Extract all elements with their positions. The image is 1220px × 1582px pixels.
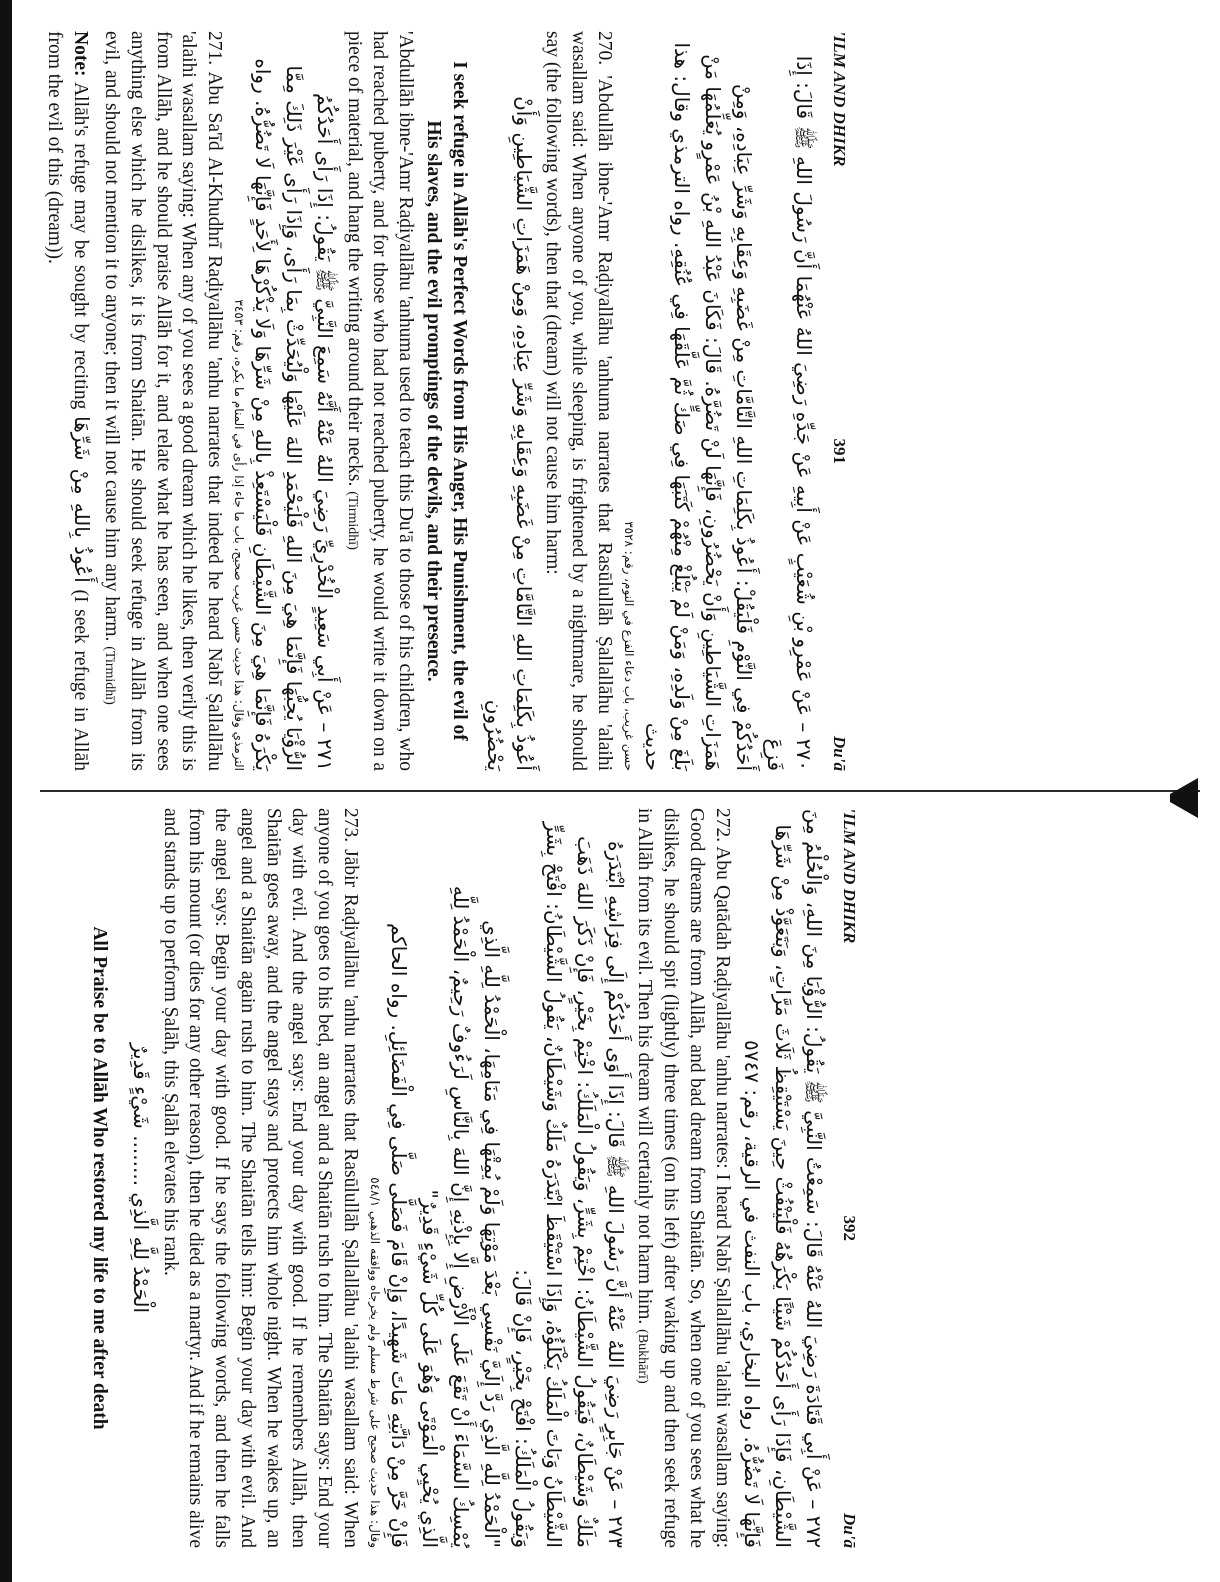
arabic-text: مَلَكٌ وَشَيْطَانٌ، فَيَقُولُ الشَّيْطَانُ: اخْتِمْ بِشَرٍّ، وَيَقُولُ الْمَلَكُ: اخْتِمْ بِخَيْرٍ، فَإِنْ ذَكَرَ اللهَ ذَهَبَ <box>572 836 597 1548</box>
arabic-text: ٢٧٣ – عَنْ جَابِرٍ رَضِيَ اللهُ عَنْهُ أَنَّ رَسُولَ اللهِ ﷺ قَالَ: إِذَا أَوَى أَحَدُكُمْ إِلَى فِرَاشِهِ ابْتَدَرَهُ <box>603 840 628 1548</box>
page-number: 392 <box>840 1215 859 1241</box>
source-reference: (Tirmidhī) <box>102 646 118 705</box>
dua-translation: I seek refuge in Allāh's Perfect Words from His Anger, His Punishment, the evil of His slaves, and the evil promptings of the devils, and their presence. <box>422 61 470 741</box>
arabic-text: الشَّيْطَانُ وَبَاتَ الْمَلَكُ يَكْلَؤُهُ، وَإِذَا اسْتَيْقَظَ ابْتَدَرَهُ مَلَكٌ وَشَيْطَانٌ، يَقُولُ الشَّيْطَانُ: افْتَحْ بِشَرٍّ <box>541 821 566 1548</box>
running-head <box>838 808 860 1548</box>
arabic-text: فَإِنْ خَرَّ مِنْ دَابَّتِهِ مَاتَ شَهِيدًا، وَإِنْ قَامَ فَصَلَّى صَلَّى فِي الْفَضَائِلِ. رواه الحاكم <box>386 922 411 1548</box>
arabic-text: أَحَدُكُمْ فِي النَّوْمِ فَلْيَقُلْ: أَعُوذُ بِكَلِمَاتِ اللهِ التَّامَّاتِ مِنْ غَضَبِهِ وَعِقَابِهِ وَشَرِّ عِبَادِهِ، وَمِنْ <box>731 83 756 771</box>
hadith-270 <box>341 31 818 771</box>
arabic-reference: وقال: هذا حديث صحيح على شرط مسلم ولم يخرجاه ووافقه الذهبي ٥٤٨/١ <box>367 1177 382 1548</box>
header-left: 'ILM AND DHIKR <box>840 808 859 944</box>
hadith-271 <box>42 31 339 771</box>
translation <box>632 808 735 1548</box>
header-left: 'ILM AND DHIKR <box>830 31 849 167</box>
note-arabic: أَعُوذُ بِاللهِ مِنْ شَرِّهَا <box>70 416 95 583</box>
note-label: Note: <box>70 31 92 77</box>
source-reference: (Bukhārī) <box>635 1329 651 1384</box>
arabic-text: يُمْسِكُ السَّمَاءَ أَنْ تَقَعَ عَلَى الْأَرْضِ إِلَّا بِإِذْنِهِ إِنَّ اللهَ بِالنَّاسِ لَرَءُوفٌ رَحِيمٌ، الْحَمْدُ لِلَّهِ <box>448 885 473 1548</box>
translation <box>98 31 227 771</box>
dua-arabic: أَعُوذُ بِكَلِمَاتِ اللهِ التَّامَّاتِ مِنْ غَضَبِهِ وَعِقَابِهِ وَشَرِّ عِبَادِهِ، وَمِنْ هَمَزَاتِ الشَّيَاطِينِ وَأَنْ يَحْضُرُونِ <box>482 96 536 771</box>
page-number: 391 <box>830 438 849 464</box>
hadith-272 <box>632 808 828 1548</box>
arabic-reference: الترمذي وقال: هذا حديث حسن غريب صحيح، باب ما جاء إذا رأى في المنام ما يكره، رقم: ٣٤٥٣ <box>231 299 246 771</box>
arabic-text: يَكْرَهُ فَإِنَّمَا هِيَ مِنَ الشَّيْطَانِ فَلْيَسْتَعِذْ بِاللهِ مِنْ شَرِّهَا وَلَا يَذْكُرْهَا لِأَحَدٍ فَإِنَّهَا لَا تَضُرُّهُ. رواه <box>250 58 275 771</box>
arabic-text: الَّذِي يُحْيِي الْمَوْتَى وَهُوَ عَلَى كُلِّ شَيْءٍ قَدِيرٌ" <box>417 1189 442 1548</box>
translation-text: 271. Abu Sa'īd Al-Khudhrī Raḍiyallāhu 'anhu narrates that indeed he heard Nabī Ṣallallāhu 'alaihi wasallam saying: When any of you sees a good dream which he likes, then verily this is from Allāh, and he should praise Allāh for it, and relate what he has seen, and when one sees anything else which he dislikes, it is from Shaitān. He should seek refuge in Allāh from its evil, and should not mention it to anyone; then it will not cause him any harm. <box>101 31 226 771</box>
arabic-text: الرُّؤْيَا يُحِبُّهَا فَإِنَّمَا هِيَ مِنَ اللهِ فَلْيَحْمَدِ اللهَ عَلَيْهَا وَلْيُحَدِّثْ بِمَا رَأَى، وَإِذَا رَأَى غَيْرَ ذَلِكَ مِمَّا <box>281 65 306 771</box>
page-391 <box>44 31 850 772</box>
binding-edge <box>0 0 12 1582</box>
translation-text: 272. Abu Qatādah Raḍiyallāhu 'anhu narrates: I heard Nabī Ṣallallāhu 'alaihi wasallam saying: Good dreams are from Allāh, and bad dream from Shaitān. So, when one of you sees what he dislikes, he should spit (lightly) three times (on his left) after waking up and then seek refuge in Allāh from its evil. Then his dream will certainly not harm him. <box>634 808 733 1548</box>
arabic-text: ٢٧٠ – عَنْ عَمْرِو بْنِ شُعَيْبٍ عَنْ أَبِيهِ عَنْ جَدِّهِ رَضِيَ اللهُ عَنْهُمَا أَنَّ رَسُولَ اللهِ ﷺ قَالَ: إِذَا فَزِعَ <box>762 55 816 771</box>
note-text: Allāh's refuge may be sought by reciting <box>70 82 92 410</box>
translation: 273. Jābir Raḍiyallāhu 'anhu narrates that Rasūlullāh Ṣallallāhu 'alaihi wasallam said: When anyone of you goes to his bed, an angel and a Shaitān rush to him. The Shaitān says: End your day with evil. And the angel says: End your day with good. If he remembers Allāh, then Shaitān goes away, and the angel stays and protects him whole night. When he wakes up, an angel and a Shaitān again rush to him. The Shaitān tells him: Begin your day with evil. And the angel says: Begin your day with good. If he says the following words, and then he falls from his mount (or dies for any other reason), then he died as a martyr. And if he remains alive and stands up to perform Ṣalāh, this Ṣalāh elevates his rank. <box>159 808 361 1548</box>
arabic-text: الشَّيْطَانِ، فَإِذَا رَأَى أَحَدُكُمْ شَيْئًا يَكْرَهُهُ فَلْيَنْفُثْ حِينَ يَسْتَيْقِظُ ثَلَاثَ مَرَّاتٍ، وَيَتَعَوَّذْ مِنْ شَرِّهَا <box>770 824 795 1548</box>
header-right: Du'ā <box>840 1513 859 1548</box>
arabic-text: هَمَزَاتِ الشَّيَاطِينِ وَأَنْ يَحْضُرُونِ، فَإِنَّهَا لَنْ تَضُرَّهُ. قَالَ: فَكَانَ عَبْدُ اللهِ بْنُ عَمْرٍو يُعَلِّمُهَا مَنْ <box>700 54 725 771</box>
explanation-text: 'Abdullāh ibne-'Amr Raḍiyallāhu 'anhuma used to teach this Du'ā to those of his children, who had reached puberty, and for those who had not reached puberty, he would write it down on a piece of material, and hang the writing around their necks. <box>343 31 417 771</box>
arabic-text: وَيَقُولُ الْمَلَكُ: افْتَحْ بِخَيْرٍ، فَإِنْ قَالَ: <box>510 1269 535 1548</box>
page-gutter <box>40 790 1200 792</box>
note <box>42 31 97 771</box>
header-right: Du'ā <box>830 736 849 771</box>
arabic-text: بَلَغَ مِنْ وَلَدِهِ، وَمَنْ لَمْ يَبْلُغْ مِنْهُمْ كَتَبَهَا فِي صَكٍّ ثُمَّ عَلَّقَهَا فِي عُنُقِهِ. رواه الترمذي وقال: هذا حديث <box>640 42 694 771</box>
running-head <box>828 31 850 771</box>
arabic-reference: حسن غريب، باب دعاء الفزع في النوم، رقم: ٣٥٢٨ <box>621 521 636 771</box>
explanation <box>341 31 418 771</box>
page-392 <box>88 808 860 1548</box>
note-text-2: (I seek refuge in Allāh from the evil of this (dream)). <box>44 31 92 772</box>
arabic-text: "الْحَمْدُ لِلَّهِ الَّذِي رَدَّ إِلَيَّ نَفْسِي بَعْدَ مَوْتِهَا وَلَمْ يُمِتْهَا فِي مَنَامِهَا، الْحَمْدُ لِلَّهِ الَّذِي <box>479 920 504 1548</box>
arabic-text: ٢٧١ – عَنْ أَبِي سَعِيدٍ الْخُدْرِيِّ رَضِيَ اللهُ عَنْهُ أَنَّهُ سَمِعَ النَّبِيَّ ﷺ يَقُولُ: إِذَا رَأَى أَحَدُكُمُ <box>312 93 337 771</box>
arabic-text: فَإِنَّهَا لَا تَضُرُّهُ. رواه البخاري، باب النفث في الرقية، رقم: ٥٧٤٧ <box>739 1040 764 1548</box>
dua-translation: All Praise be to Allāh Who restored my life to me after death <box>88 926 110 1430</box>
gutter-mark <box>1170 778 1198 818</box>
dua-arabic: الْحَمْدُ لِلَّهِ الَّذِي ........ شَيْءٍ قَدِيرٌ <box>128 1043 153 1313</box>
hadith-273 <box>86 808 629 1548</box>
arabic-text: ٢٧٢ – عَنْ أَبِي قَتَادَةَ رَضِيَ اللهُ عَنْهُ قَالَ: سَمِعْتُ النَّبِيَّ ﷺ يَقُولُ: الرُّؤْيَا مِنَ اللهِ، وَالْحُلْمُ مِنَ <box>801 808 826 1548</box>
translation: 270. 'Abdullāh ibne-'Amr Raḍiyallāhu 'anhuma narrates that Rasūlullāh Ṣallallāhu 'alaihi wasallam said: When anyone of you, while sleeping, is frightened by a nightmare, he should say (the following words), then that (dream) will not cause him harm: <box>542 31 615 771</box>
source-reference: (Tirmidhī) <box>344 491 360 550</box>
